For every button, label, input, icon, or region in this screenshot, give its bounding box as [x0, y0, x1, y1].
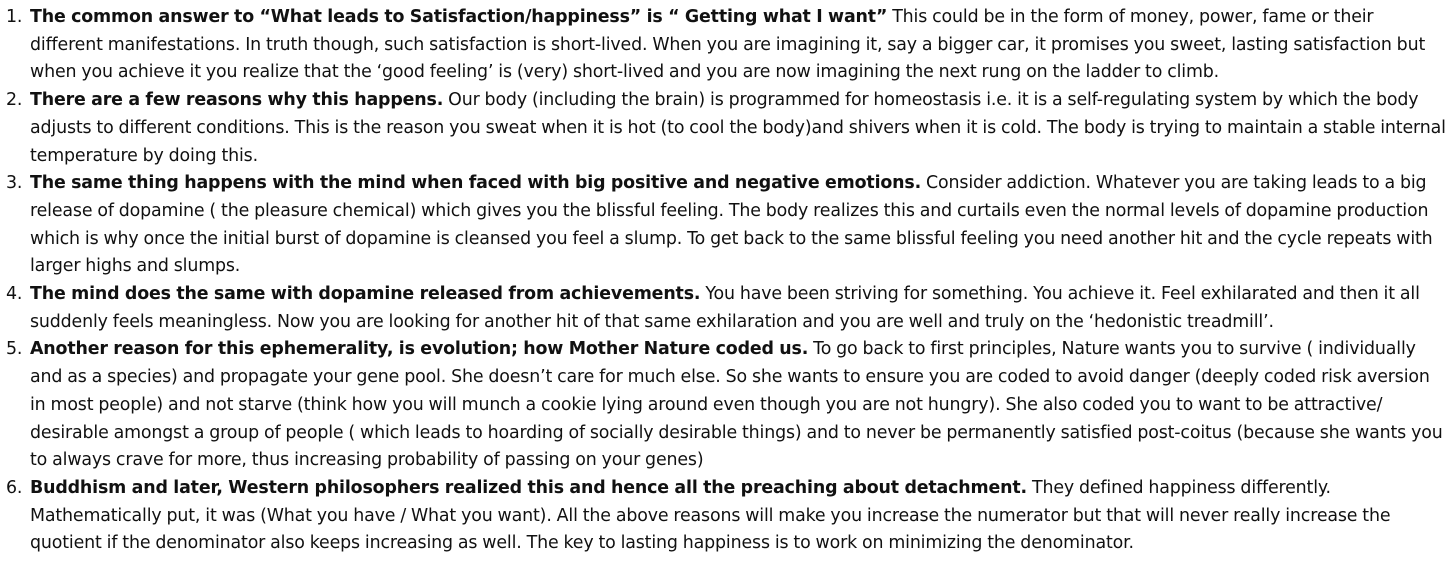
- list-item-lead: The same thing happens with the mind when faced with big positive and negative emotions.: [30, 173, 922, 194]
- list-item: [4, 336, 1446, 475]
- list-item-lead: The common answer to “What leads to Satisfaction/happiness” is “ Getting what I want”: [30, 7, 888, 27]
- list-item-lead: The mind does the same with dopamine released from achievements.: [30, 284, 701, 305]
- list-item-lead: Buddhism and later, Western philosophers realized this and hence all the preaching about detachment.: [30, 477, 1027, 498]
- list-item-number: 4.: [6, 284, 23, 305]
- list-item-number: 3.: [6, 173, 23, 194]
- list-item-body: This could be in the form of money, power, fame or their different manifestations. In truth though, such satisfaction is short-lived. When you are imagining it, say a bigger car, it promises you sweet, lasting satisfaction but when you achieve it you realize that the ‘good feeling’ is (very) short-lived and you are now imagining the next rung on the ladder to climb.: [30, 7, 1426, 83]
- list-item-number: 2.: [6, 90, 23, 111]
- list-item-body: They defined happiness differently. Mathematically put, it was (What you have / What you want). All the above reasons will make you increase the numerator but that will never really increase the quotient if the denominator also keeps increasing as well. The key to lasting happiness is to work on minimizing the denominator.: [30, 477, 1391, 554]
- list-item-number: 1.: [6, 7, 23, 27]
- list-item-number: 5.: [6, 339, 23, 360]
- list-item: [4, 281, 1446, 336]
- list-item-lead: There are a few reasons why this happens.: [30, 90, 444, 111]
- list-item-lead: Another reason for this ephemerality, is evolution; how Mother Nature coded us.: [30, 339, 809, 360]
- list-item-body: Consider addiction. Whatever you are taking leads to a big release of dopamine ( the pleasure chemical) which gives you the blissful feeling. The body realizes this and curtails even the normal levels of dopamine production which is why once the initial burst of dopamine is cleansed you feel a slump. To get back to the same blissful feeling you need another hit and the cycle repeats with larger highs and slumps.: [30, 173, 1433, 277]
- list-item-body: You have been striving for something. You achieve it. Feel exhilarated and then it all suddenly feels meaningless. Now you are looking for another hit of that same exhilaration and you are well and truly on the ‘hedonistic treadmill’.: [30, 284, 1420, 332]
- list-item: [4, 87, 1446, 170]
- list-item: [4, 4, 1446, 87]
- numbered-list: [4, 4, 1446, 558]
- list-item-body: Our body (including the brain) is programmed for homeostasis i.e. it is a self-regulating system by which the body adjusts to different conditions. This is the reason you sweat when it is hot (to cool the body)and shivers when it is cold. The body is trying to maintain a stable internal temperature by doing this.: [30, 90, 1446, 166]
- list-item-number: 6.: [6, 477, 23, 498]
- list-item-body: To go back to first principles, Nature wants you to survive ( individually and as a species) and propagate your gene pool. She doesn’t care for much else. So she wants to ensure you are coded to avoid danger (deeply coded risk aversion in most people) and not starve (think how you will munch a cookie lying around even though you are not hungry). She also coded you to want to be attractive/ desirable amongst a group of people ( which leads to hoarding of socially desirable things) and to never be permanently satisfied post-coitus (because she wants you to always crave for more, thus increasing probability of passing on your genes): [30, 339, 1443, 471]
- list-item: [4, 475, 1446, 558]
- list-item: [4, 170, 1446, 281]
